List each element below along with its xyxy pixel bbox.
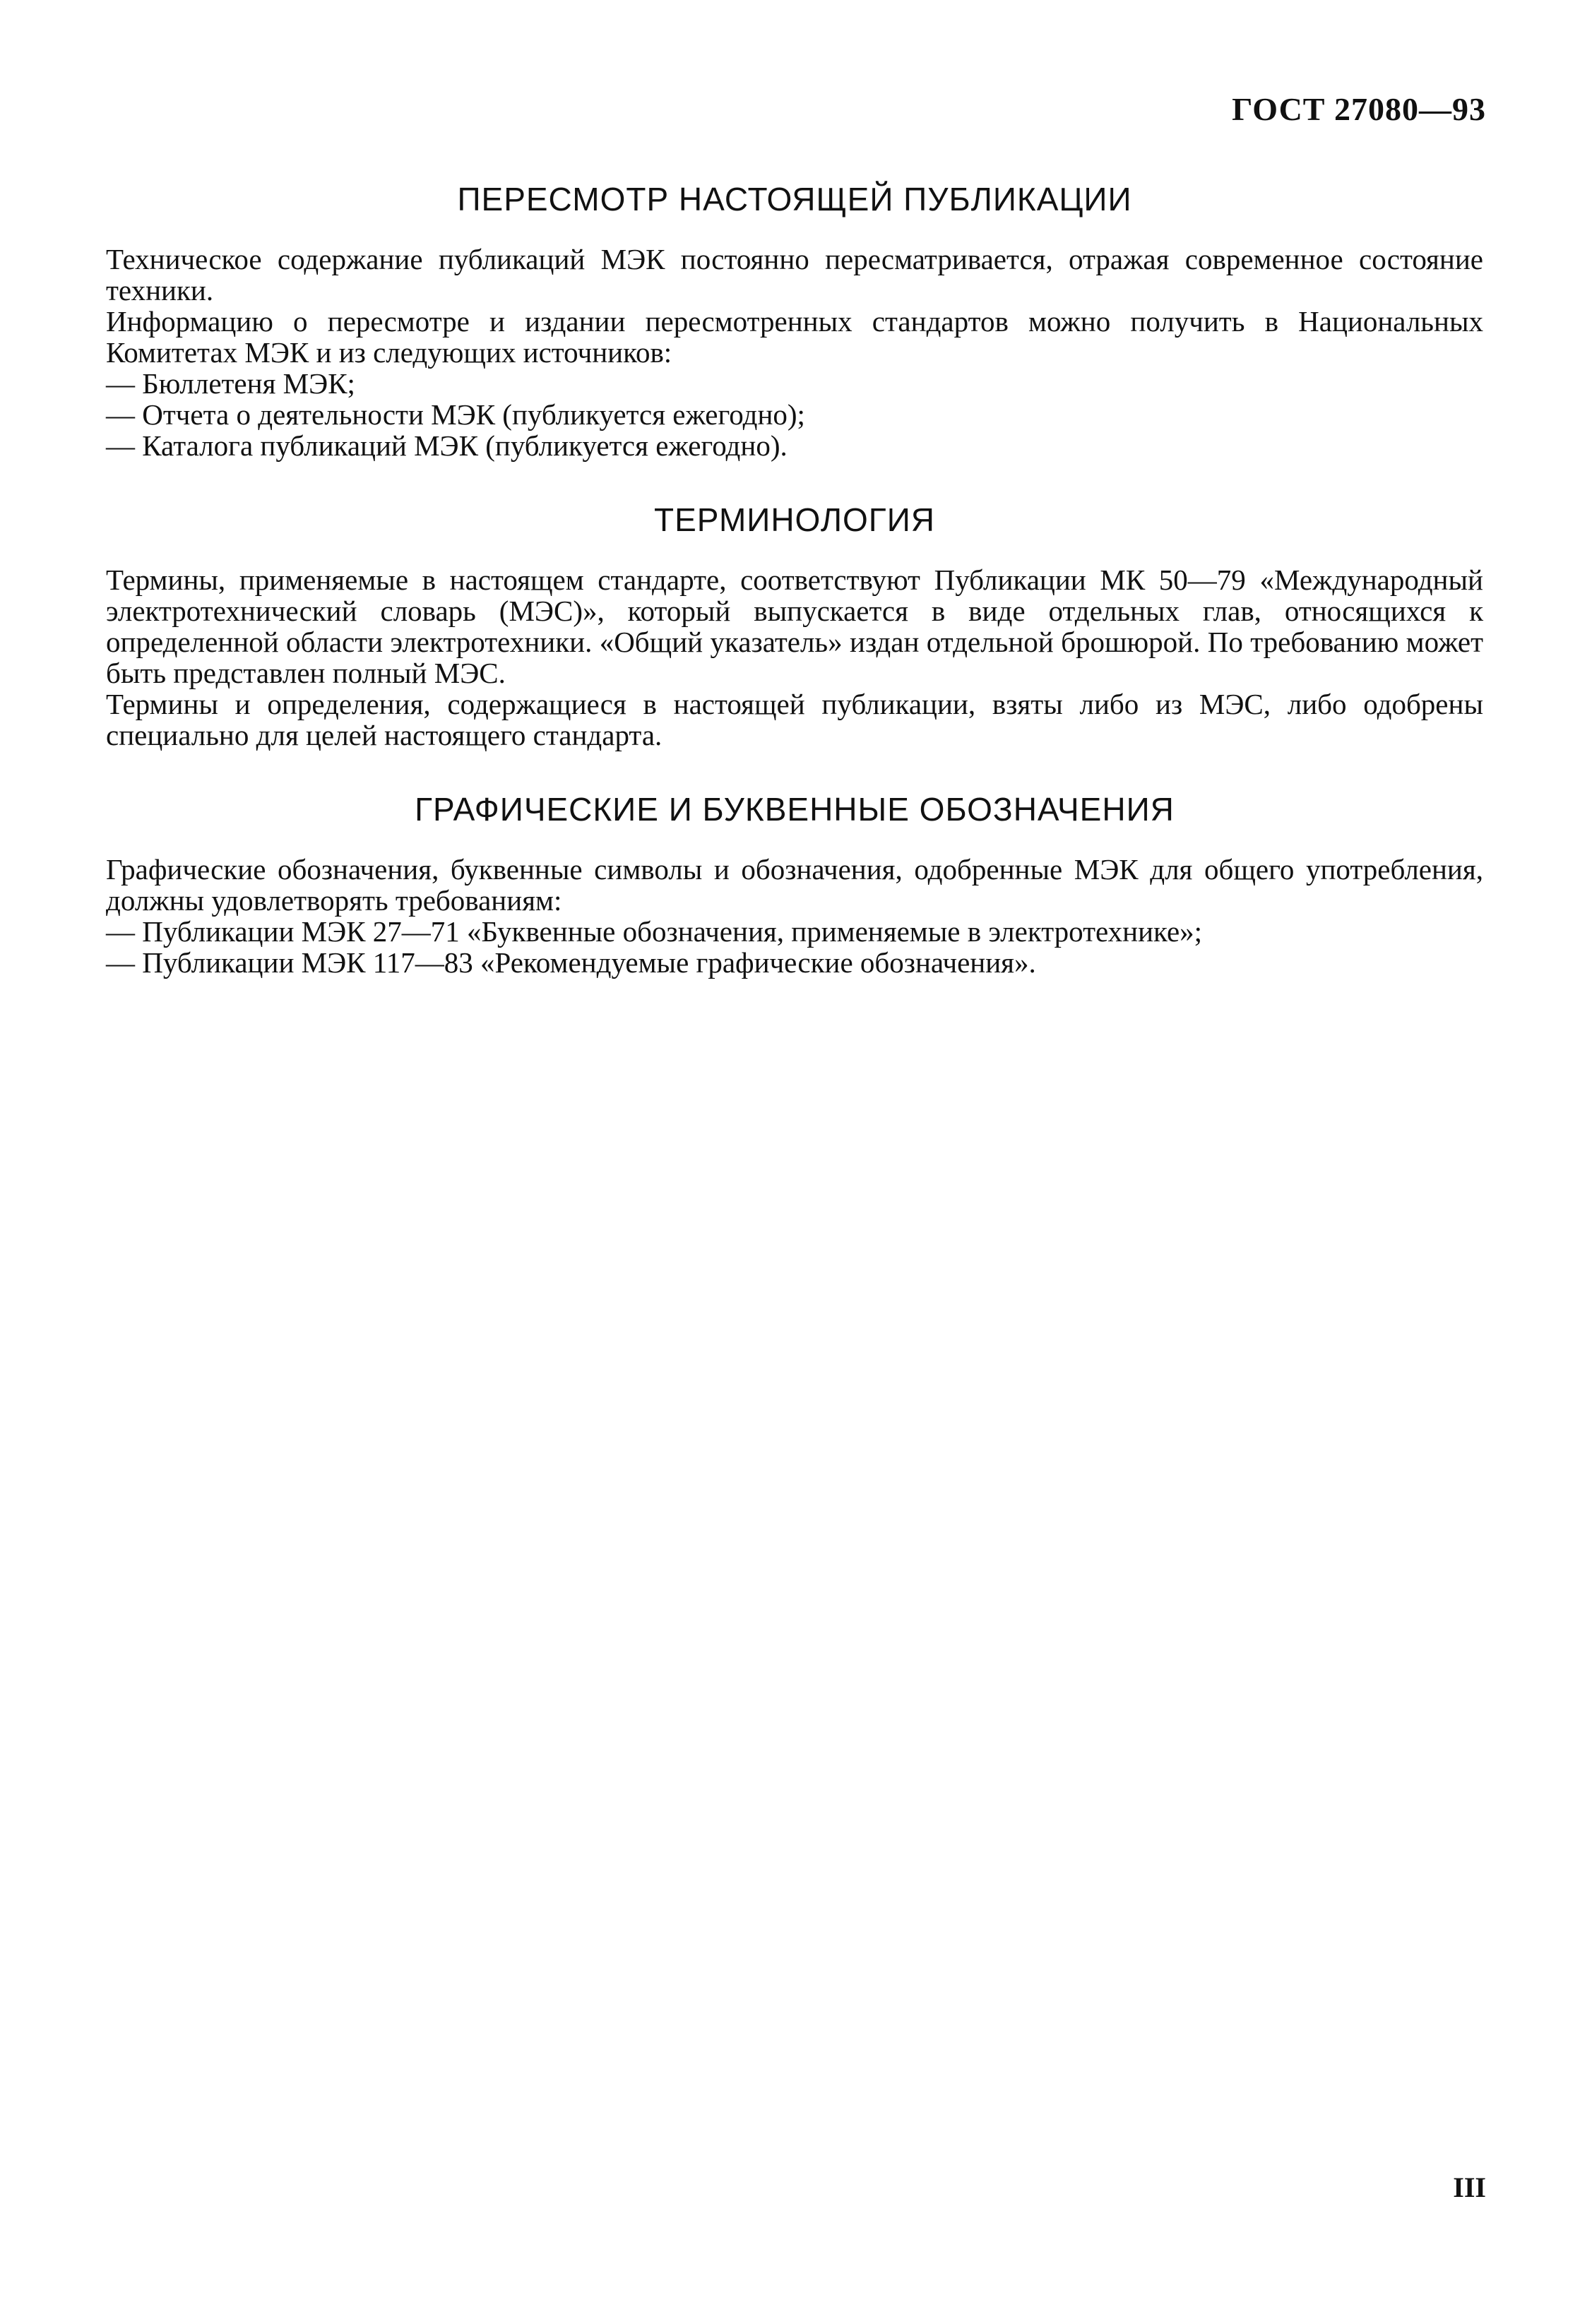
paragraph: Техническое содержание публикаций МЭК постоянно пересматривается, отражая современное состояние техники. bbox=[106, 243, 1483, 306]
list-item: — Публикации МЭК 27—71 «Буквенные обозначения, применяемые в электротехнике»; bbox=[106, 915, 1203, 948]
standard-code: ГОСТ 27080—93 bbox=[1232, 91, 1486, 127]
list-item: — Отчета о деятельности МЭК (публикуется ежегодно); bbox=[106, 398, 805, 431]
list-item: — Каталога публикаций МЭК (публикуется ежегодно). bbox=[106, 429, 788, 462]
paragraph: Термины, применяемые в настоящем стандарте, соответствуют Публикации МК 50—79 «Международный электротехнический словарь (МЭС)», который выпускается в виде отдельных глав, относящихся к определенной области электротехники. «Общий указатель» издан отдельной брошюрой. По требованию может быть представлен полный МЭС. bbox=[106, 564, 1483, 689]
paragraph: Термины и определения, содержащиеся в настоящей публикации, взяты либо из МЭС, либо одобрены специально для целей настоящего стандарта. bbox=[106, 688, 1483, 751]
section-title: ПЕРЕСМОТР НАСТОЯЩЕЙ ПУБЛИКАЦИИ bbox=[457, 181, 1132, 217]
section-title: ГРАФИЧЕСКИЕ И БУКВЕННЫЕ ОБОЗНАЧЕНИЯ bbox=[415, 791, 1175, 828]
section-revision bbox=[106, 180, 1483, 461]
page-number: III bbox=[1453, 2171, 1486, 2203]
list-item: — Публикации МЭК 117—83 «Рекомендуемые графические обозначения». bbox=[106, 946, 1036, 979]
paragraph: Информацию о пересмотре и издании пересмотренных стандартов можно получить в Национальных Комитетах МЭК и из следующих источников: bbox=[106, 305, 1483, 369]
document-body bbox=[106, 180, 1483, 978]
section-symbols bbox=[106, 790, 1483, 978]
section-terminology bbox=[106, 501, 1483, 751]
list-item: — Бюллетеня МЭК; bbox=[106, 367, 355, 400]
paragraph: Графические обозначения, буквенные символы и обозначения, одобренные МЭК для общего употребления, должны удовлетворять требованиям: bbox=[106, 853, 1483, 917]
section-title: ТЕРМИНОЛОГИЯ bbox=[654, 501, 935, 538]
